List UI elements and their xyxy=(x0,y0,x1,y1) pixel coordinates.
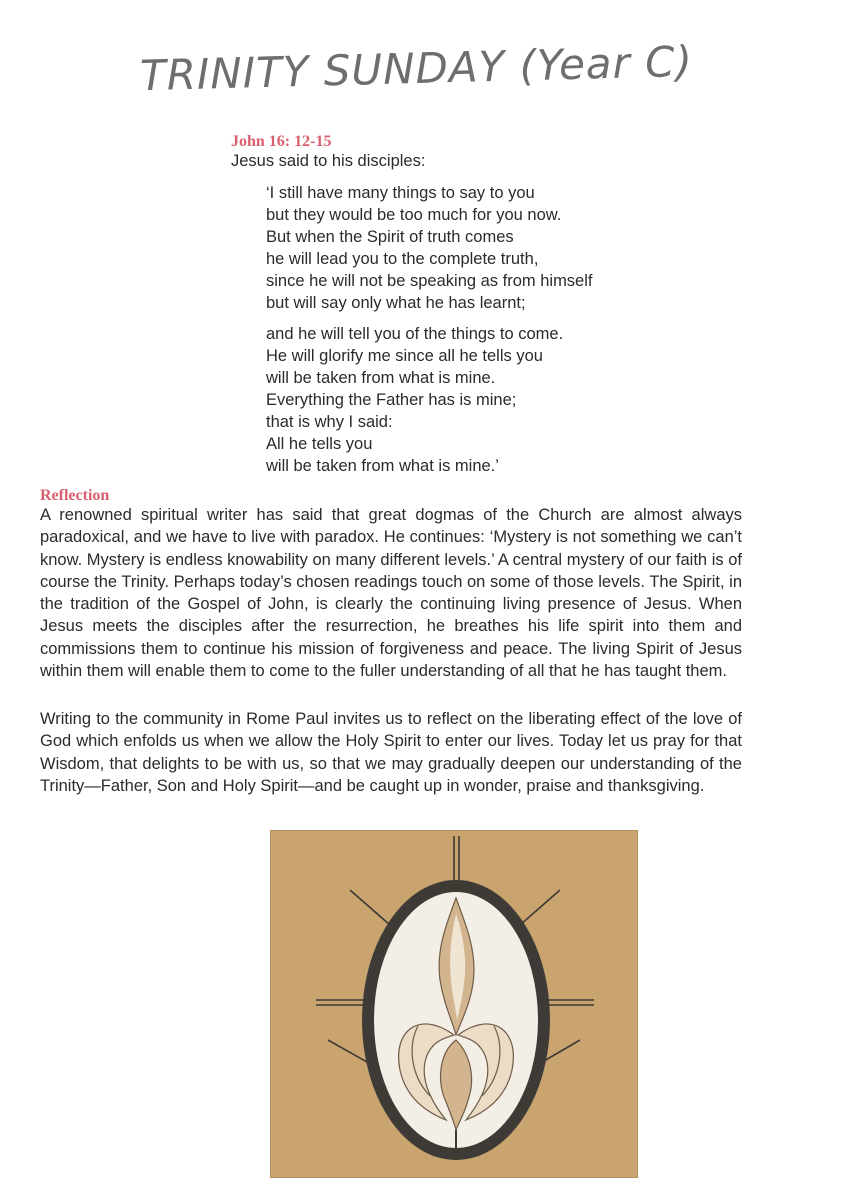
verse-line: will be taken from what is mine.’ xyxy=(266,457,499,475)
verse-line: will be taken from what is mine. xyxy=(266,369,496,387)
reading-stanza-2 xyxy=(266,323,563,477)
verse-line: he will lead you to the complete truth, xyxy=(266,250,539,268)
holy-spirit-flame-icon xyxy=(270,830,638,1178)
reflection-paragraph-2: Writing to the community in Rome Paul invites us to reflect on the liberating effect of the love of God which enfolds us when we allow the Holy Spirit to enter our lives. Today let us pray for that Wisdom, that delights to be with us, so that we may gradually deepen our understanding of the Trinity—Father, Son and Holy Spirit—and be caught up in wonder, praise and thanksgiving. xyxy=(40,710,742,795)
verse-line: But when the Spirit of truth comes xyxy=(266,228,514,246)
verse-line: but they would be too much for you now. xyxy=(266,206,562,224)
reflection-heading: Reflection xyxy=(40,487,110,504)
reflection-paragraph-1: A renowned spiritual writer has said that great dogmas of the Church are almost always paradoxical, and we have to live with paradox. He continues: ‘Mystery is not something we can’t know. Mystery is endless knowability on many different levels.’ A central mystery of our faith is of course the Trinity. Perhaps today’s chosen readings touch on some of those levels. The Spirit, in the tradition of the Gospel of John, is clearly the continuing living presence of Jesus. When Jesus meets the disciples after the resurrection, he breathes his life spirit into them and commissions them to continue his mission of forgiveness and peace. The living Spirit of Jesus within them will enable them to come to the fuller understanding of all that he has taught them. xyxy=(40,506,742,681)
verse-line: and he will tell you of the things to come. xyxy=(266,325,564,343)
reading-intro: Jesus said to his disciples: xyxy=(231,152,426,170)
verse-line: Everything the Father has is mine; xyxy=(266,391,517,409)
verse-line: but will say only what he has learnt; xyxy=(266,294,526,312)
scripture-reference: John 16: 12-15 xyxy=(231,133,332,150)
verse-line: that is why I said: xyxy=(266,413,393,431)
reading-stanza-1 xyxy=(266,182,593,314)
verse-line: ‘I still have many things to say to you xyxy=(266,184,535,202)
verse-line: since he will not be speaking as from himself xyxy=(266,272,593,290)
page-title: TRINITY SUNDAY (Year C) xyxy=(139,36,694,101)
verse-line: All he tells you xyxy=(266,435,373,453)
verse-line: He will glorify me since all he tells you xyxy=(266,347,543,365)
